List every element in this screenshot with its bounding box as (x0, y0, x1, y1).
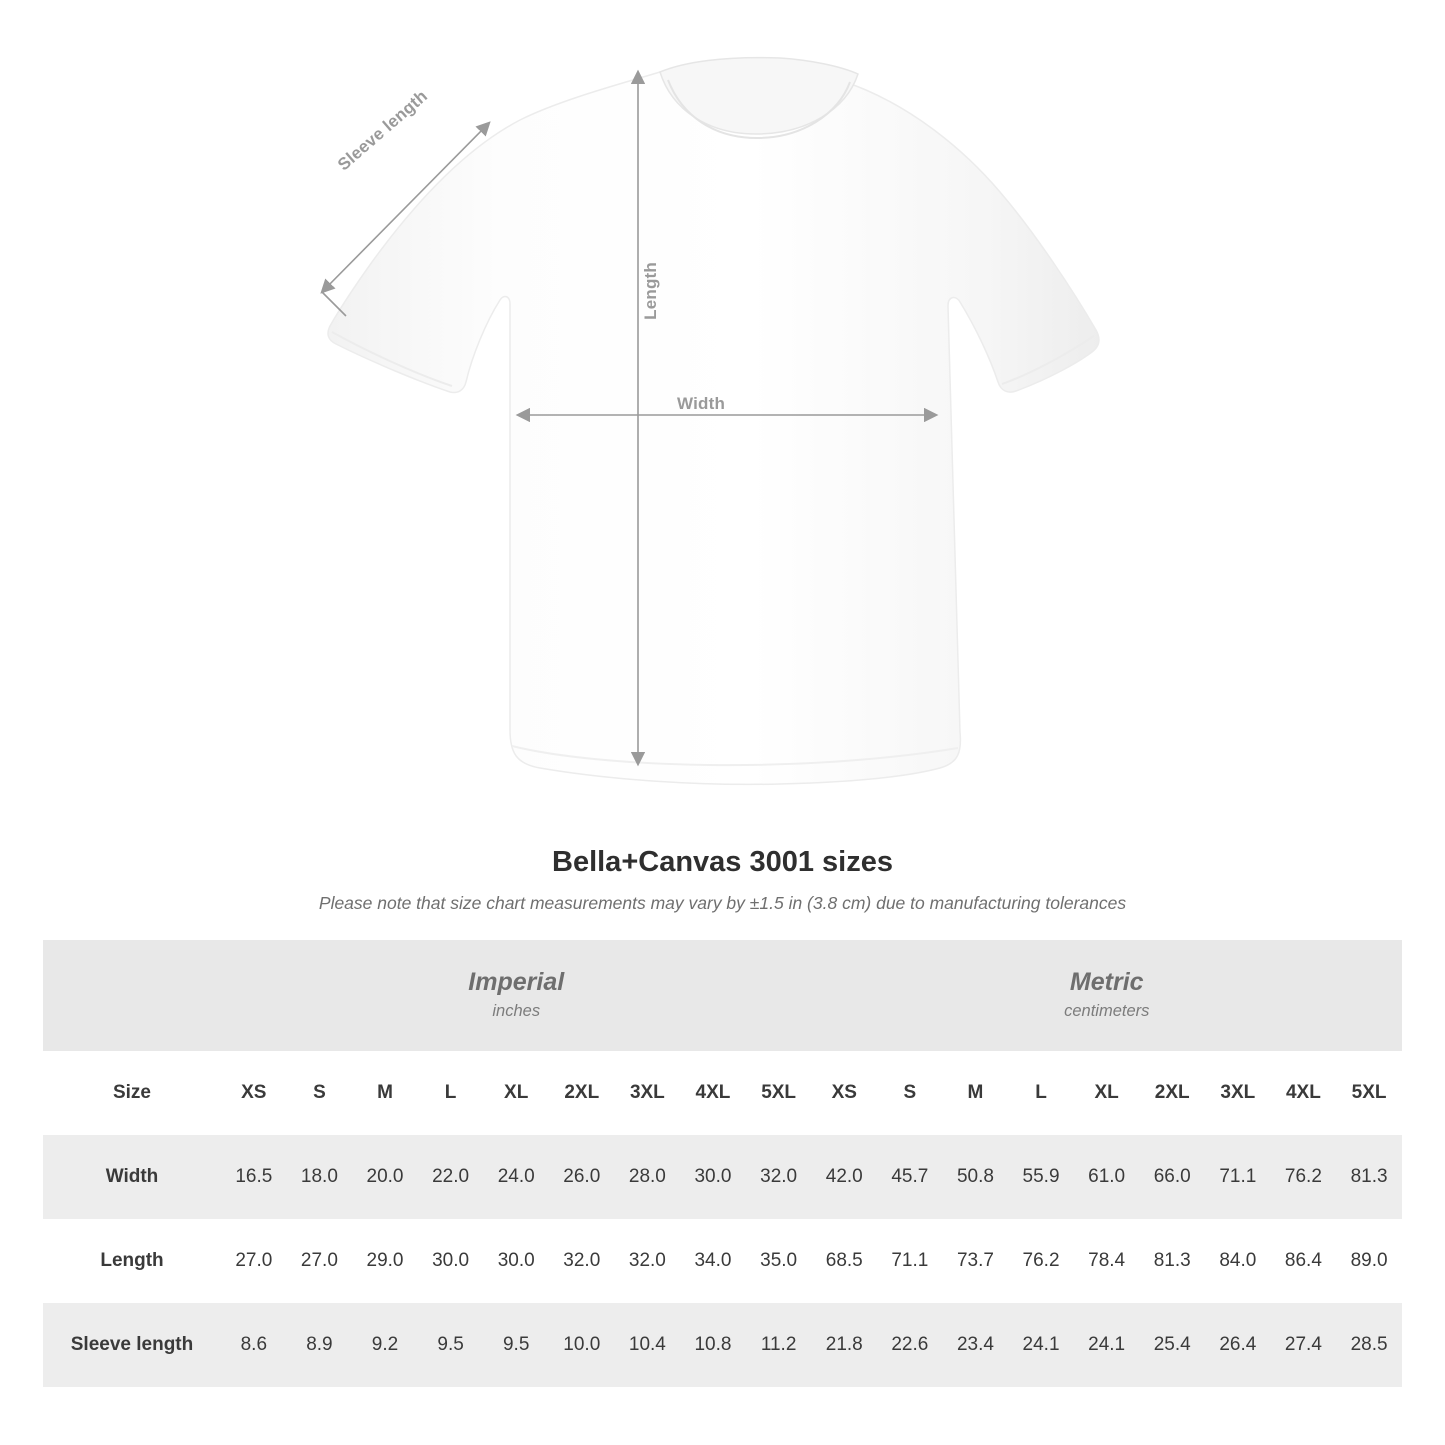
sleeve-metric-4xl: 27.4 (1271, 1303, 1337, 1387)
length-metric-3xl: 84.0 (1205, 1219, 1271, 1303)
sleeve-metric-xl: 24.1 (1074, 1303, 1140, 1387)
length-metric-4xl: 86.4 (1271, 1219, 1337, 1303)
size-row-label: Size (43, 1051, 221, 1135)
width-metric-xl: 61.0 (1074, 1135, 1140, 1219)
sleeve-metric-2xl: 25.4 (1139, 1303, 1205, 1387)
width-dimension-label: Width (677, 394, 726, 413)
sleeve-imperial-l: 9.5 (418, 1303, 484, 1387)
width-metric-2xl: 66.0 (1139, 1135, 1205, 1219)
sleeve-imperial-2xl: 10.0 (549, 1303, 615, 1387)
row-label-sleeve-length: Sleeve length (43, 1303, 221, 1387)
size-header-imperial-2xl: 2XL (549, 1051, 615, 1135)
length-metric-5xl: 89.0 (1336, 1219, 1402, 1303)
tolerance-note: Please note that size chart measurements may vary by ±1.5 in (3.8 cm) due to manufacturing tolerances (318, 893, 1127, 913)
length-imperial-s: 27.0 (287, 1219, 353, 1303)
sleeve-imperial-5xl: 11.2 (746, 1303, 812, 1387)
size-header-metric-l: L (1008, 1051, 1074, 1135)
table-row-width (43, 1135, 1402, 1219)
size-header-imperial-5xl: 5XL (746, 1051, 812, 1135)
length-metric-2xl: 81.3 (1139, 1219, 1205, 1303)
length-metric-xl: 78.4 (1074, 1219, 1140, 1303)
length-imperial-2xl: 32.0 (549, 1219, 615, 1303)
size-header-row (43, 1051, 1402, 1135)
length-metric-m: 73.7 (943, 1219, 1009, 1303)
row-label-length: Length (43, 1219, 221, 1303)
size-header-imperial-4xl: 4XL (680, 1051, 746, 1135)
size-header-imperial-xs: XS (221, 1051, 287, 1135)
unit-header-row (43, 940, 1402, 1051)
length-imperial-4xl: 34.0 (680, 1219, 746, 1303)
size-header-metric-4xl: 4XL (1271, 1051, 1337, 1135)
table-row-sleeve-length (43, 1303, 1402, 1387)
width-imperial-m: 20.0 (352, 1135, 418, 1219)
size-header-metric-s: S (877, 1051, 943, 1135)
size-header-imperial-m: M (352, 1051, 418, 1135)
size-header-metric-xl: XL (1074, 1051, 1140, 1135)
imperial-unit-sub: inches (492, 1001, 541, 1020)
width-imperial-xs: 16.5 (221, 1135, 287, 1219)
metric-unit-title: Metric (1069, 967, 1144, 996)
imperial-unit-cell (221, 940, 811, 1051)
width-imperial-2xl: 26.0 (549, 1135, 615, 1219)
width-metric-xs: 42.0 (811, 1135, 877, 1219)
size-header-imperial-l: L (418, 1051, 484, 1135)
size-header-metric-5xl: 5XL (1336, 1051, 1402, 1135)
length-metric-xs: 68.5 (811, 1219, 877, 1303)
row-label-width: Width (43, 1135, 221, 1219)
sleeve-imperial-3xl: 10.4 (615, 1303, 681, 1387)
page-title: Bella+Canvas 3001 sizes (552, 846, 893, 878)
width-imperial-5xl: 32.0 (746, 1135, 812, 1219)
unit-spacer-cell (43, 940, 221, 1051)
sleeve-length-dimension-label: Sleeve length (334, 86, 432, 175)
size-header-imperial-xl: XL (483, 1051, 549, 1135)
sleeve-metric-3xl: 26.4 (1205, 1303, 1271, 1387)
size-table-container (43, 940, 1402, 1387)
sleeve-metric-5xl: 28.5 (1336, 1303, 1402, 1387)
width-imperial-s: 18.0 (287, 1135, 353, 1219)
table-row-length (43, 1219, 1402, 1303)
width-imperial-xl: 24.0 (483, 1135, 549, 1219)
sleeve-imperial-xs: 8.6 (221, 1303, 287, 1387)
imperial-unit-title: Imperial (468, 967, 565, 996)
sleeve-metric-l: 24.1 (1008, 1303, 1074, 1387)
sleeve-imperial-xl: 9.5 (483, 1303, 549, 1387)
size-header-metric-2xl: 2XL (1139, 1051, 1205, 1135)
metric-unit-cell (811, 940, 1402, 1051)
sleeve-metric-s: 22.6 (877, 1303, 943, 1387)
size-chart-heading (0, 846, 1445, 914)
sleeve-metric-xs: 21.8 (811, 1303, 877, 1387)
length-imperial-5xl: 35.0 (746, 1219, 812, 1303)
length-dimension-label: Length (641, 262, 660, 320)
sleeve-imperial-4xl: 10.8 (680, 1303, 746, 1387)
width-imperial-3xl: 28.0 (615, 1135, 681, 1219)
length-imperial-xl: 30.0 (483, 1219, 549, 1303)
length-imperial-m: 29.0 (352, 1219, 418, 1303)
metric-unit-sub: centimeters (1064, 1001, 1150, 1020)
length-imperial-3xl: 32.0 (615, 1219, 681, 1303)
size-header-metric-m: M (943, 1051, 1009, 1135)
size-header-imperial-s: S (287, 1051, 353, 1135)
sleeve-imperial-s: 8.9 (287, 1303, 353, 1387)
width-metric-4xl: 76.2 (1271, 1135, 1337, 1219)
size-header-metric-xs: XS (811, 1051, 877, 1135)
length-imperial-xs: 27.0 (221, 1219, 287, 1303)
width-metric-5xl: 81.3 (1336, 1135, 1402, 1219)
length-metric-s: 71.1 (877, 1219, 943, 1303)
size-chart-table (43, 940, 1402, 1387)
width-metric-s: 45.7 (877, 1135, 943, 1219)
size-header-imperial-3xl: 3XL (615, 1051, 681, 1135)
width-metric-3xl: 71.1 (1205, 1135, 1271, 1219)
length-imperial-l: 30.0 (418, 1219, 484, 1303)
length-metric-l: 76.2 (1008, 1219, 1074, 1303)
width-metric-l: 55.9 (1008, 1135, 1074, 1219)
width-imperial-l: 22.0 (418, 1135, 484, 1219)
width-metric-m: 50.8 (943, 1135, 1009, 1219)
size-header-metric-3xl: 3XL (1205, 1051, 1271, 1135)
sleeve-metric-m: 23.4 (943, 1303, 1009, 1387)
sleeve-imperial-m: 9.2 (352, 1303, 418, 1387)
width-imperial-4xl: 30.0 (680, 1135, 746, 1219)
